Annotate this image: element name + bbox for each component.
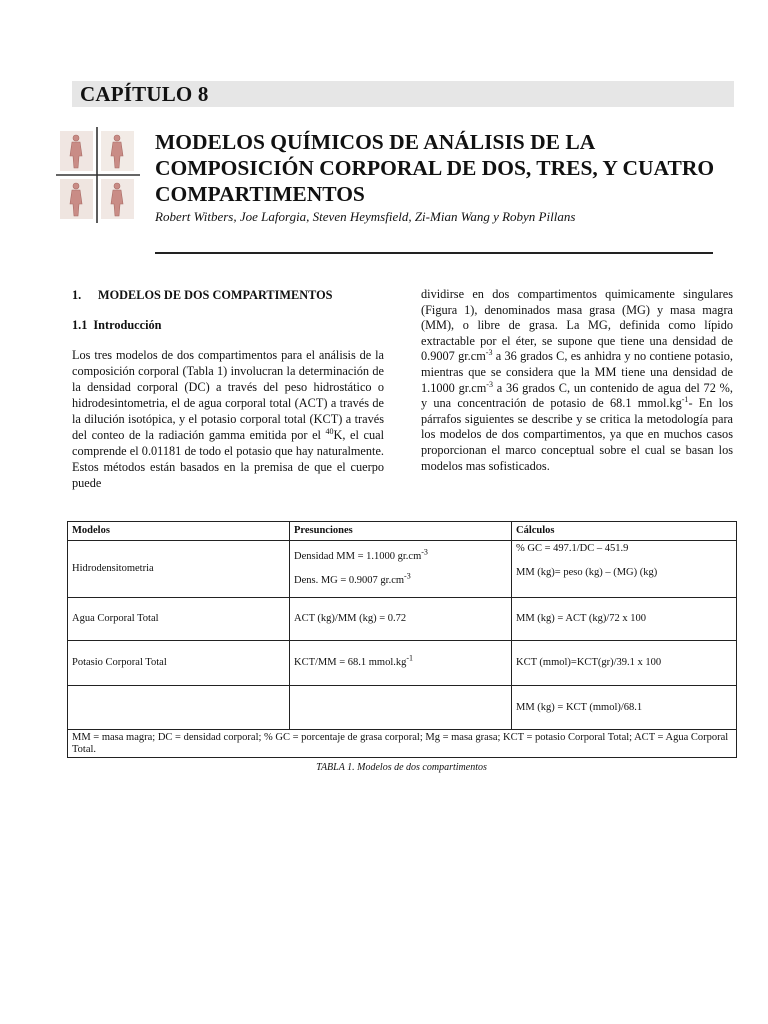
subsection-number: 1.1 [72, 318, 88, 332]
section-title: MODELOS DE DOS COMPARTIMENTOS [98, 288, 333, 302]
assumption-text: Dens. MG = 0.9007 gr.cm [294, 575, 405, 586]
two-compartment-models-table [67, 521, 737, 758]
right-column [421, 287, 733, 474]
assumption-sup: -1 [406, 653, 414, 663]
table-note-row [68, 730, 737, 758]
assumption-cell [290, 541, 512, 598]
assumption-text: Densidad MM = 1.1000 gr.cm [294, 551, 422, 562]
calculation-cell: MM (kg) = ACT (kg)/72 x 100 [512, 598, 737, 641]
table-header-row [68, 522, 737, 541]
model-cell: Potasio Corporal Total [68, 641, 290, 686]
right-text-c: a 36 grados C, un contenido de agua del 72 %, y una concentración de potasio de 68.1 mmol.kg [421, 380, 733, 411]
table-note: MM = masa magra; DC = densidad corporal; % GC = porcentaje de grasa corporal; Mg = masa grasa; KCT = potasio Corporal Total; ACT = Agua Corporal Total. [68, 730, 737, 758]
right-text-a: dividirse en dos compartimentos quimicamente singulares (Figura 1), denominados masa grasa (MG) y masa magra (MM), o libre de grasa. La MG, definida como lípido extractable por el éter, se supone que tiene una densidad de 0.9007 gr.cm [421, 287, 733, 364]
header-models: Modelos [68, 522, 290, 541]
calculation-cell [512, 541, 737, 598]
intro-paragraph-left [72, 347, 384, 491]
right-text-sup1: -3 [485, 348, 493, 358]
calculation-text: MM (kg)= peso (kg) – (MG) (kg) [516, 567, 658, 578]
assumption-cell: ACT (kg)/MM (kg) = 0.72 [290, 598, 512, 641]
model-cell: Hidrodensitometria [68, 541, 290, 598]
calculation-text: % GC = 497.1/DC – 451.9 [516, 543, 629, 554]
assumption-cell [290, 641, 512, 686]
table-row [68, 541, 737, 598]
assumption-sup: -3 [404, 571, 411, 581]
header-assumptions: Presunciones [290, 522, 512, 541]
subsection-heading [72, 317, 384, 333]
table-row [68, 641, 737, 686]
title-divider [155, 252, 713, 254]
model-cell: Agua Corporal Total [68, 598, 290, 641]
right-text-sup2: -3 [486, 379, 493, 389]
right-text-d: - En los párrafos siguientes se describe y se critica la metodología para los modelos de dos compartimentos, ya que en muchos casos proporcionan el marco conceptual sobre el cual se basan los modelos mas sofisticados. [421, 396, 733, 473]
right-text-sup3: -1 [681, 395, 689, 405]
subsection-title: Introducción [93, 318, 162, 332]
right-text-b: a 36 grados C, es anhidra y no contiene potasio, mientras que se considera que la MM tiene una densidad de 1.1000 gr.cm [421, 349, 733, 395]
authors-line: Robert Witbers, Joe Laforgia, Steven Heymsfield, Zi-Mian Wang y Robyn Pillans [155, 209, 576, 224]
calculation-cell: KCT (mmol)=KCT(gr)/39.1 x 100 [512, 641, 737, 686]
left-text-sup: 40 [325, 426, 334, 436]
assumption-cell [290, 686, 512, 730]
section-number: 1. [72, 288, 82, 302]
chapter-main-title: MODELOS QUÍMICOS DE ANÁLISIS DE LA COMPOSICIÓN CORPORAL DE DOS, TRES, Y CUATRO COMPARTIMENTOS [155, 130, 715, 206]
intro-paragraph-right [421, 287, 733, 474]
model-cell [68, 686, 290, 730]
table-1-container [67, 521, 736, 773]
calculation-cell: MM (kg) = KCT (mmol)/68.1 [512, 686, 737, 730]
table-row [68, 686, 737, 730]
left-text-a: Los tres modelos de dos compartimentos para el análisis de la composición corporal (Tabla 1) involucran la determinación de la densidad corporal (DC) a través del peso hidrostático o hidrodesintometria, el de agua corporal total (ACT) a través de la dilución isotópica, y el potasio corporal total (KCT) a través del conteo de la radiación gamma emitida por el [72, 348, 384, 442]
table-caption: TABLA 1. Modelos de dos compartimentos [316, 762, 487, 773]
chapter-header-bar [72, 81, 734, 107]
header-calculations: Cálculos [512, 522, 737, 541]
assumption-sup: -3 [421, 547, 428, 557]
body-composition-figure-icon [56, 127, 140, 223]
left-text-b: K, el cual comprende el 0.01181 de todo el potasio que hay naturalmente. Estos métodos están basados en la premisa de que el cuerpo puede [72, 428, 384, 490]
assumption-text: KCT/MM = 68.1 mmol.kg [294, 657, 407, 668]
section-heading [72, 287, 384, 303]
table-row [68, 598, 737, 641]
human-figures-illustration [56, 127, 140, 223]
left-column [72, 287, 384, 491]
chapter-title: CAPÍTULO 8 [80, 82, 209, 106]
